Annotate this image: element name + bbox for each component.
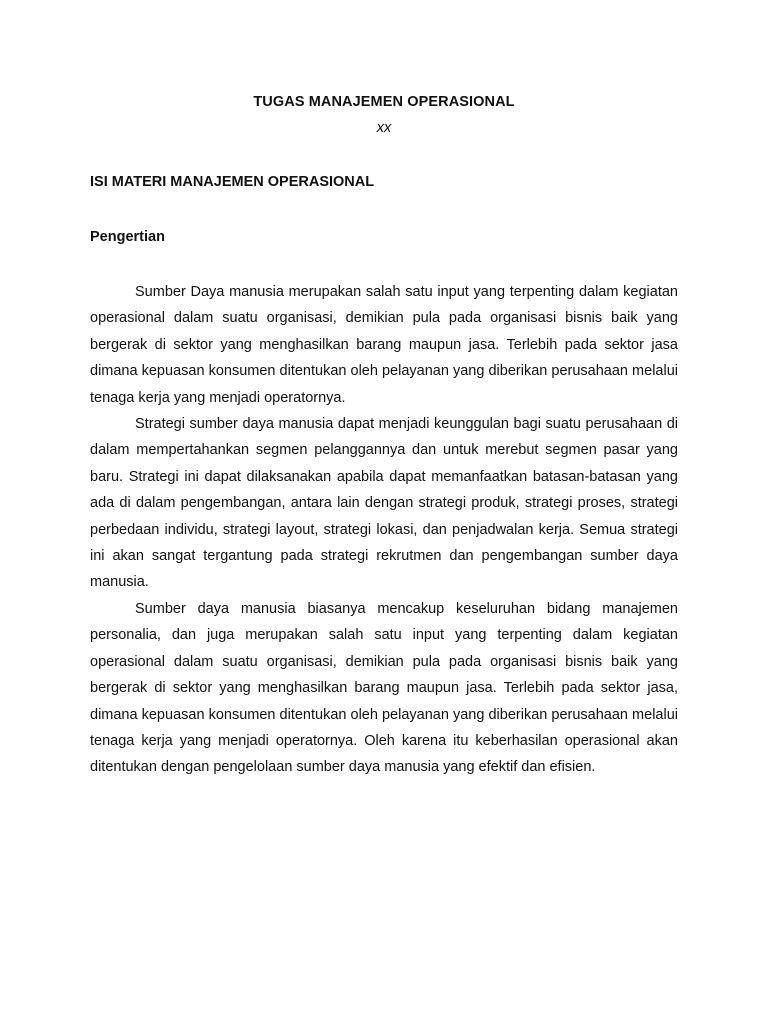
body-text [90,279,678,781]
paragraph-2: Strategi sumber daya manusia dapat menjadi keunggulan bagi suatu perusahaan di dalam mempertahankan segmen pelanggannya dan untuk merebut segmen pasar yang baru. Strategi ini dapat dilaksanakan apabila dapat memanfaatkan batasan-batasan yang ada di dalam pengembangan, antara lain dengan strategi produk, strategi proses, strategi perbedaan individu, strategi layout, strategi lokasi, dan penjadwalan kerja. Semua strategi ini akan sangat tergantung pada strategi rekrutmen dan pengembangan sumber daya manusia. [90,416,678,591]
paragraph-1: Sumber Daya manusia merupakan salah satu input yang terpenting dalam kegiatan operasional dalam suatu organisasi, demikian pula pada organisasi bisnis baik yang bergerak di sektor yang menghasilkan barang maupun jasa. Terlebih pada sektor jasa dimana kepuasan konsumen ditentukan oleh pelayanan yang diberikan perusahaan melalui tenaga kerja yang menjadi operatornya. [90,284,678,406]
paragraph-3: Sumber daya manusia biasanya mencakup keseluruhan bidang manajemen personalia, dan juga merupakan salah satu input yang terpenting dalam kegiatan operasional dalam suatu organisasi, demikian pula pada organisasi bisnis baik yang bergerak di sektor yang menghasilkan barang maupun jasa. Terlebih pada sektor jasa, dimana kepuasan konsumen ditentukan oleh pelayanan yang diberikan perusahaan melalui tenaga kerja yang menjadi operatornya. Oleh karena itu keberhasilan operasional akan ditentukan dengan pengelolaan sumber daya manusia yang efektif dan efisien. [90,600,678,776]
document-title: TUGAS MANAJEMEN OPERASIONAL [253,94,515,110]
section-title: ISI MATERI MANAJEMEN OPERASIONAL [90,174,375,190]
document-subtitle: xx [376,120,392,136]
subsection-title: Pengertian [90,229,165,245]
